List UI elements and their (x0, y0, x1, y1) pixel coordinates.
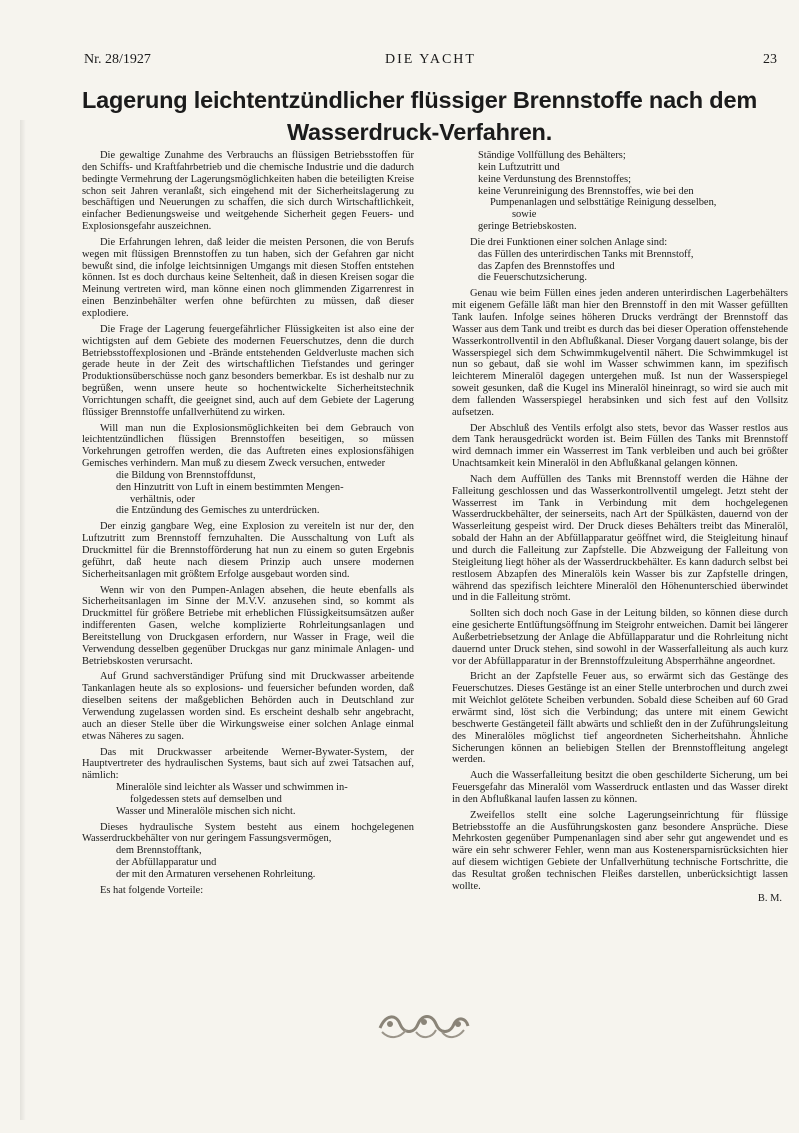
list-item: Ständige Vollfüllung des Behälters; (478, 150, 626, 161)
prevention-list (82, 470, 414, 517)
list-item: der Abfüllapparatur und (116, 857, 217, 869)
paragraph: Will man nun die Explosionsmöglichkeiten bei dem Gebrauch von leichtentzündlichen flüssigen Brennstoffen beseitigen, so müssen Vorkehrungen getroffen werden, die das Auftreten eines explosionsfähigen Gemisches verhindern. Man muß zu diesem Zweck versuchen, entweder (82, 422, 414, 470)
paragraph: Genau wie beim Füllen eines jeden anderen unterirdischen Lagerbehälters mit eigenem Gefälle läßt man hier den Brennstoff in den mit Wasser gefüllten Tank laufen. Infolge seines höheren Drucks verdrängt der Brennstoff das Wasser aus dem Tank und treibt es durch das bei dieser Operation offenstehende Wasserkontrollventil in den Abflußkanal. Dieser Vorgang dauert solange, bis der Wasserspiegel sich dem Schwimmkugelventil nähert. Die Schwimmkugel ist nun so gebaut, daß sie wohl im Wasser schwimmen kann, im spezifisch leichterem Mineralöl dagegen untergehen muß. Ist nun der Wasserspiegel soweit gesunken, daß die Kugel ins Mineralöl hineinragt, so wird sie auch mit dem fallenden Wasserspiegel herabsinken und sich fest auf den Vollsitz aufsetzen. (452, 288, 788, 418)
list-item: die Entzündung des Gemisches zu unterdrücken. (116, 505, 320, 517)
issue-number: Nr. 28/1927 (84, 52, 151, 67)
list-item: das Füllen des unterirdischen Tanks mit Brennstoff, (478, 248, 694, 260)
paragraph: Das mit Druckwasser arbeitende Werner-Bywater-System, der Hauptvertreter des hydraulischen Systems, baut sich auf zwei Tatsachen auf, nämlich: (82, 746, 414, 782)
decorative-vignette-icon (376, 1008, 472, 1044)
functions-list (452, 249, 788, 285)
article-title-line-2: Wasserdruck-Verfahren. (286, 119, 553, 145)
list-item: Mineralöle sind leichter als Wasser und schwimmen in- (116, 782, 348, 794)
right-column (452, 150, 788, 904)
paragraph: Der einzig gangbare Weg, eine Explosion zu vereiteln ist nur der, den Luftzutritt zum Brennstoff fernzuhalten. Die Ausschaltung von Luft als Druckmittel für die Brennstofförderung hat nun zu einem so guten Ergebnis geführt, daß heute nach diesem Prinzip auch unsere modernen Sicherheitsanlagen mit größtem Erfolge ausgebaut worden sind. (82, 521, 414, 580)
components-list (82, 845, 414, 881)
left-column (82, 150, 414, 901)
list-item: dem Brennstofftank, (116, 845, 202, 857)
list-item: keine Verdunstung des Brennstoffes; (478, 173, 631, 185)
page-header (84, 52, 777, 72)
page-gutter-shadow (20, 120, 26, 1120)
paragraph: Auch die Wasserfalleitung besitzt die oben geschilderte Sicherung, um bei Feuersgefahr das Mineralöl vom Wasserdruck entlasten und das Wasser direkt in den Abflußkanal laufen lassen zu können. (452, 770, 788, 805)
paragraph: Nach dem Auffüllen des Tanks mit Brennstoff werden die Hähne der Falleitung geschlossen und das Wasserkontrollventil umgelegt. Jetzt steht der Wasserrest im Tank in Verbindung mit dem hochgelegenen Wasserdruckbehälter, der seinerseits, nach Art der Spülkästen, dauernd von der Wasserleitung gespeist wird. Der Druck dieses Behälters treibt das Mineralöl, sobald der Hahn an der Abfüllapparatur geöffnet wird, die Steigleitung hinauf und durch die Falleitung zur Zapfstelle. Die Abzweigung der Falleitung von Steigleitung liegt höher als der Wasserdruckbehälter. Es kann dadurch selbst bei restlosem Abzapfen des Mineralöls kein Wasser bis zur Zapfstelle dringen, während das spezifisch leichtere Mineralöl den Höhenunterschied überwindet und in die Falleitung strömt. (452, 473, 788, 604)
facts-list (82, 782, 414, 818)
paragraph: Der Abschluß des Ventils erfolgt also stets, bevor das Wasser restlos aus dem Tank herausgedrückt worden ist. Beim Füllen des Tanks mit Brennstoff wird demnach immer ein Wasserrest im Tank verbleiben und auch bei größter Unachtsamkeit kein Mineralöl in den Abflußkanal gelangen können. (452, 422, 788, 470)
journal-name: DIE YACHT (385, 52, 476, 67)
paragraph: Bricht an der Zapfstelle Feuer aus, so erwärmt sich das Gestänge des Feuerschutzes. Dieses Gestänge ist an einer Stelle unterbrochen und durch zwei mit Weichlot gelötete Scheiben verbunden. Sobald diese Scheiben auf 60 Grad erwärmt sind, löst sich die Verbindung; das untere mit einem Gewicht beschwerte Gestängeteil fällt abwärts und schließt den in der Zuführungsleitung des Mineralöles möglichst tief angeordneten Sicherheitshahn. Ähnliche Sicherungen können an beliebigen Stellen der Brennstoffleitung angelegt werden. (452, 671, 788, 766)
list-item: Wasser und Mineralöle mischen sich nicht. (116, 805, 296, 817)
list-item: das Zapfen des Brennstoffes und (478, 260, 615, 272)
paragraph: Die Frage der Lagerung feuergefährlicher Flüssigkeiten ist also eine der wichtigsten auf dem Gebiete des modernen Feuerschutzes, denn die durch Betriebsstoffexplosionen und -Brände entstehenden Geldverluste machen sich gerade heute in der Zeit des wirtschaftlichen Tiefstandes und geringer Produktionsüberschüsse noch ganz besonders bemerkbar. Es ist deshalb nur zu begrüßen, wenn unsere heute so hochentwickelte Sicherheitstechnik Vorrichtungen schafft, die geeignet sind, auch auf dem Gebiete der Lagerung flüssiger Brennstoffe unfallverhütend zu wirken. (82, 323, 414, 418)
list-item: den Hinzutritt von Luft in einem bestimmten Mengen- (116, 481, 344, 493)
article-title (60, 84, 779, 148)
list-item: Pumpenanlagen und selbsttätige Reinigung desselben, (490, 197, 717, 209)
advantages-list (452, 150, 788, 233)
list-item: geringe Betriebskosten. (478, 221, 577, 233)
author-signature: B. M. (757, 892, 782, 904)
paragraph: Dieses hydraulische System besteht aus einem hochgelegenen Wasserdruckbehälter von nur geringem Fassungsvermögen, (82, 821, 414, 845)
paragraph: Auf Grund sachverständiger Prüfung sind mit Druckwasser arbeitende Tankanlagen heute als so explosions- und feuersicher befunden worden, daß dieselben seitens der maßgeblichen Behörden auch in Deutschland zur Verwendung zugelassen worden sind. Es erscheint deshalb sehr angebracht, auch an dieser Stelle über die Wirkungsweise einer solchen Anlage einmal etwas Näheres zu sagen. (82, 671, 414, 742)
list-item: kein Luftzutritt und (478, 161, 560, 173)
page-number: 23 (763, 52, 777, 67)
list-item: die Feuerschutzsicherung. (478, 272, 587, 284)
paragraph: Es hat folgende Vorteile: (100, 884, 204, 896)
paragraph: Die gewaltige Zunahme des Verbrauchs an flüssigen Betriebsstoffen für den Schiffs- und Kraftfahrbetrieb und die chemische Industrie und die dadurch bedingte Vermehrung der Lagerungsmöglichkeiten haben die beteiligten Kreise schon seit Jahren veranlaßt, sich eingehend mit der Sicherheitslagerung zu beschäftigen und Neuerungen zu schaffen, die sich durch Wirtschaftlichkeit, einfacher Bedienungsweise und weitgehende Sicherheit gegen Feuers- und Explosionsgefahr auszeichnen. (82, 150, 414, 233)
list-item: folgedessen stets auf demselben und (130, 793, 282, 805)
article-title-line-1: Lagerung leichtentzündlicher flüssiger Brennstoffe nach dem (81, 87, 758, 113)
paragraph: Wenn wir von den Pumpen-Anlagen absehen, die heute ebenfalls als Sicherheitsanlagen im Sinne der M.V.V. anzusehen sind, so kommt als Druckmittel für größere Betriebe mit erheblichen Flüssigkeitsumsätzen außer indifferenten Gasen, welche komplizierte Rohrleitungsanlagen und Bereitstellung von Druckgasen erfordern, nur Wasser in Frage, weil die Verwendung desselben gegenüber Druckgas nur ganz minimale Anlagen- und Betriebskosten verursacht. (82, 584, 414, 667)
paragraph: Sollten sich doch noch Gase in der Leitung bilden, so können diese durch eine gesicherte Entlüftungsöffnung im Steigrohr entweichen. Damit bei längerer Außerbetriebsetzung der Anlage die Abfüllapparatur und die Rohrleitung nicht dauernd unter Druck stehen, sind sowohl in der Wasserfalleitung als auch kurz vor der Abfüllapparatur in der Brennstoffzuleitung Absperrhähne angeordnet. (452, 608, 788, 667)
list-item: verhältnis, oder (130, 493, 195, 505)
list-item: sowie (512, 209, 537, 221)
paragraph: Die Erfahrungen lehren, daß leider die meisten Personen, die von Berufs wegen mit flüssigen Brennstoffen zu tun haben, sich der Gefahren gar nicht bewußt sind, die infolge leichtsinnigen Umgangs mit diesen Stoffen entstehen können. Ist es doch durchaus keine Seltenheit, daß in diesen Kreisen sogar die Meinung vertreten wird, man könne einen noch glimmenden Zigarrenrest in einen Benzinbehälter werfen ohne befürchten zu müssen, daß dieser explodiere. (82, 236, 414, 319)
functions-intro: Die drei Funktionen einer solchen Anlage sind: (470, 236, 668, 248)
paragraph: Zweifellos stellt eine solche Lagerungseinrichtung für flüssige Betriebsstoffe an die Ausführungskosten ganz besondere Ansprüche. Diese Mehrkosten gegenüber Pumpenanlagen sind aber sehr gut angewendet und es wäre ein sehr schwerer Fehler, wenn man aus Kostenersparnisrücksichten hier auf diesem wichtigen Gebiete der Unfallverhütung technische Fortschritte, die das Resultat großen technischen Fleißes darstellen, unberücksichtigt lassen wollte. (452, 809, 788, 892)
list-item: der mit den Armaturen versehenen Rohrleitung. (116, 868, 316, 880)
list-item: die Bildung von Brennstoffdunst, (116, 469, 256, 481)
list-item: keine Verunreinigung des Brennstoffes, wie bei den (478, 185, 694, 197)
